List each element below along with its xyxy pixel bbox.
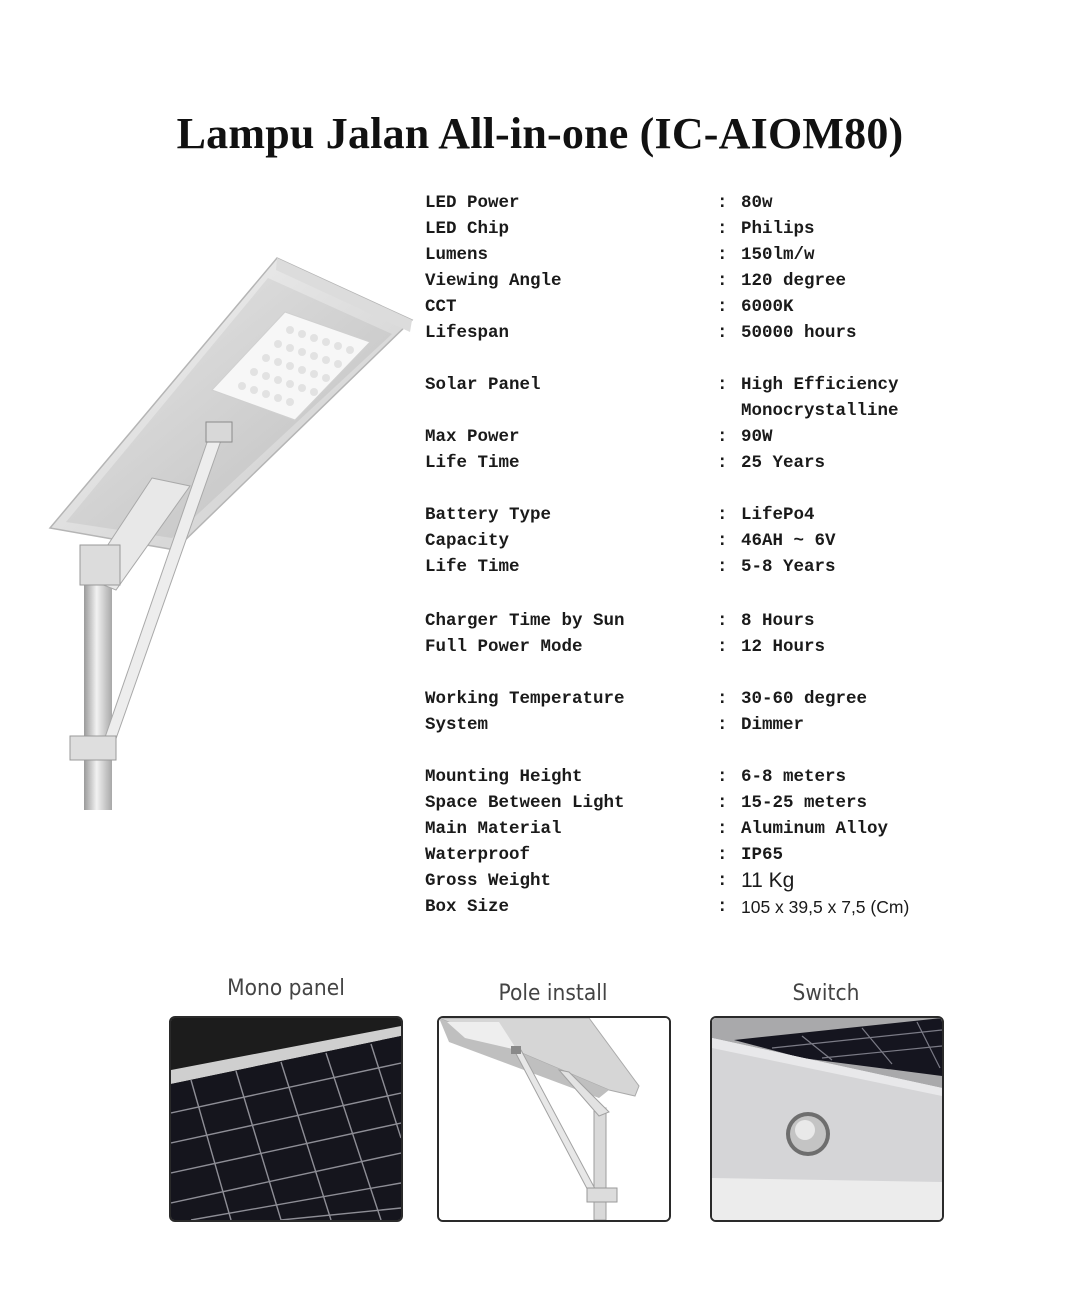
spec-label: LED Chip bbox=[425, 219, 510, 239]
thumb-caption-pole-install: Pole install bbox=[498, 981, 608, 1006]
spec-value: 11 Kg bbox=[741, 869, 795, 892]
spec-row-solar-panel-cont bbox=[425, 398, 985, 424]
spec-label: Viewing Angle bbox=[425, 271, 562, 291]
spec-value: Aluminum Alloy bbox=[741, 819, 889, 839]
spec-row-charger-time bbox=[425, 608, 985, 634]
spec-row-lifespan bbox=[425, 320, 985, 346]
spec-label: Gross Weight bbox=[425, 871, 552, 891]
spec-row-solar-panel bbox=[425, 372, 985, 398]
spec-label: Capacity bbox=[425, 531, 510, 551]
spec-separator: : bbox=[717, 819, 728, 839]
spec-separator: : bbox=[717, 323, 728, 343]
spec-separator: : bbox=[717, 427, 728, 447]
spec-value: 46AH ~ 6V bbox=[741, 531, 836, 551]
spec-table bbox=[425, 190, 985, 920]
spec-separator: : bbox=[717, 715, 728, 735]
spec-row-panel-life-time bbox=[425, 450, 985, 476]
spec-label: Waterproof bbox=[425, 845, 531, 865]
spec-value: 150lm/w bbox=[741, 245, 815, 265]
page-title: Lampu Jalan All-in-one (IC-AIOM80) bbox=[176, 109, 904, 158]
spec-row-box-size bbox=[425, 894, 985, 920]
spec-label: Life Time bbox=[425, 453, 520, 473]
spec-value: 12 Hours bbox=[741, 637, 826, 657]
spec-row-viewing-angle bbox=[425, 268, 985, 294]
spec-label: Space Between Light bbox=[425, 793, 625, 813]
thumb-caption-mono-panel: Mono panel bbox=[227, 976, 345, 1001]
switch-image bbox=[710, 1016, 944, 1222]
spec-value: IP65 bbox=[741, 845, 784, 865]
spec-value: 8 Hours bbox=[741, 611, 815, 631]
spec-separator: : bbox=[717, 375, 728, 395]
spec-label: Max Power bbox=[425, 427, 520, 447]
thumb-caption-switch: Switch bbox=[792, 981, 860, 1006]
spec-label: Main Material bbox=[425, 819, 562, 839]
spec-row-main-material bbox=[425, 816, 985, 842]
spec-label: LED Power bbox=[425, 193, 520, 213]
spec-separator: : bbox=[717, 297, 728, 317]
spec-row-battery-type bbox=[425, 502, 985, 528]
spec-label: Lifespan bbox=[425, 323, 510, 343]
spec-label: Solar Panel bbox=[425, 375, 541, 395]
spec-row-max-power bbox=[425, 424, 985, 450]
spec-value: 6000K bbox=[741, 297, 794, 317]
spec-row-working-temperature bbox=[425, 686, 985, 712]
spec-separator: : bbox=[717, 219, 728, 239]
spec-value: 120 degree bbox=[741, 271, 847, 291]
spec-row-waterproof bbox=[425, 842, 985, 868]
spec-value: 30-60 degree bbox=[741, 689, 868, 709]
spec-separator: : bbox=[717, 531, 728, 551]
spec-label: Box Size bbox=[425, 897, 510, 917]
spec-label: Life Time bbox=[425, 557, 520, 577]
spec-row-gross-weight bbox=[425, 868, 985, 894]
spec-value: 15-25 meters bbox=[741, 793, 868, 813]
spec-value: LifePo4 bbox=[741, 505, 815, 525]
spec-separator: : bbox=[717, 845, 728, 865]
spec-value: Monocrystalline bbox=[741, 401, 899, 421]
spec-row-full-power-mode bbox=[425, 634, 985, 660]
street-lamp-image bbox=[40, 250, 430, 820]
spec-row-lumens bbox=[425, 242, 985, 268]
spec-value: 50000 hours bbox=[741, 323, 857, 343]
spec-label: Full Power Mode bbox=[425, 637, 583, 657]
spec-value: 105 x 39,5 x 7,5 (Cm) bbox=[741, 897, 910, 917]
spec-separator: : bbox=[717, 689, 728, 709]
spec-row-led-power bbox=[425, 190, 985, 216]
spec-row-capacity bbox=[425, 528, 985, 554]
pole-install-image bbox=[437, 1016, 671, 1222]
spec-row-system bbox=[425, 712, 985, 738]
spec-separator: : bbox=[717, 245, 728, 265]
spec-separator: : bbox=[717, 611, 728, 631]
spec-label: Charger Time by Sun bbox=[425, 611, 625, 631]
spec-row-cct bbox=[425, 294, 985, 320]
spec-value: High Efficiency bbox=[741, 375, 899, 395]
spec-separator: : bbox=[717, 871, 728, 891]
spec-value: 6-8 meters bbox=[741, 767, 847, 787]
spec-separator: : bbox=[717, 557, 728, 577]
spec-value: 25 Years bbox=[741, 453, 826, 473]
spec-separator: : bbox=[717, 271, 728, 291]
mono-panel-image bbox=[169, 1016, 403, 1222]
spec-row-space-between-light bbox=[425, 790, 985, 816]
spec-separator: : bbox=[717, 897, 728, 917]
spec-separator: : bbox=[717, 637, 728, 657]
spec-label: System bbox=[425, 715, 489, 735]
spec-label: Battery Type bbox=[425, 505, 552, 525]
spec-row-mounting-height bbox=[425, 764, 985, 790]
spec-value: 5-8 Years bbox=[741, 557, 836, 577]
spec-separator: : bbox=[717, 505, 728, 525]
spec-label: CCT bbox=[425, 297, 457, 317]
spec-value: 80w bbox=[741, 193, 773, 213]
spec-separator: : bbox=[717, 767, 728, 787]
spec-value: Dimmer bbox=[741, 715, 805, 735]
spec-value: Philips bbox=[741, 219, 815, 239]
spec-row-battery-life-time bbox=[425, 554, 985, 580]
spec-separator: : bbox=[717, 453, 728, 473]
spec-separator: : bbox=[717, 793, 728, 813]
spec-label: Lumens bbox=[425, 245, 489, 265]
spec-label: Working Temperature bbox=[425, 689, 625, 709]
spec-separator: : bbox=[717, 193, 728, 213]
spec-value: 90W bbox=[741, 427, 773, 447]
spec-row-led-chip bbox=[425, 216, 985, 242]
spec-label: Mounting Height bbox=[425, 767, 583, 787]
